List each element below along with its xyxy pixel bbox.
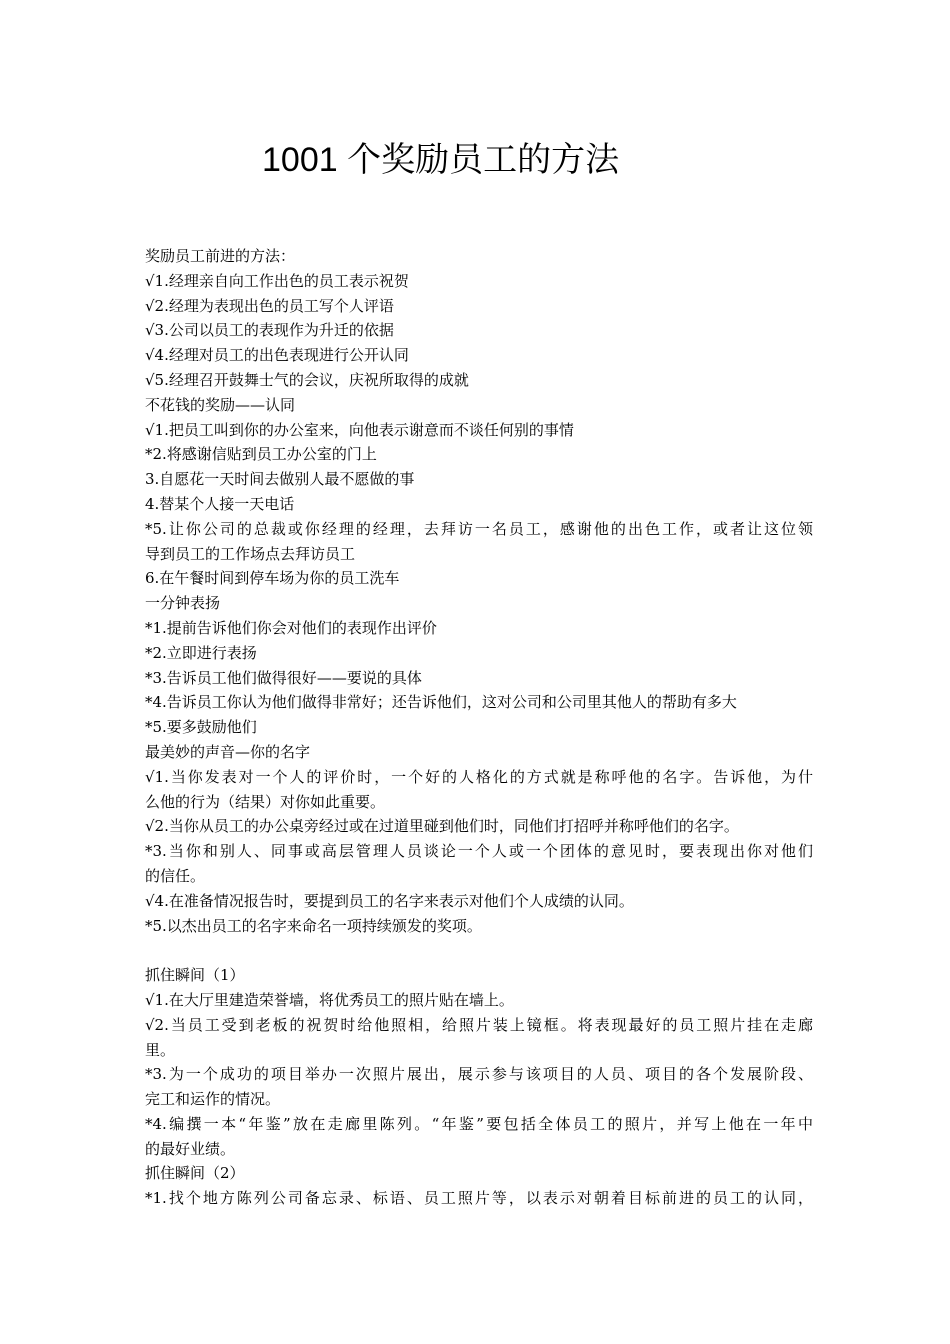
text-line: 3.自愿花一天时间去做别人最不愿做的事 xyxy=(145,470,415,489)
text-line: *3.告诉员工他们做得很好——要说的具体 xyxy=(145,668,422,687)
text-line: 导到员工的工作场点去拜访员工 xyxy=(145,544,356,563)
text-line: 一分钟表扬 xyxy=(145,594,221,613)
text-line: √1.当你发表对一个人的评价时，一个好的人格化的方式就是称呼他的名字。告诉他，为什 xyxy=(145,767,813,786)
text-line: *1.提前告诉他们你会对他们的表现作出评价 xyxy=(145,618,437,637)
text-line: *4.告诉员工你认为他们做得非常好；还告诉他们，这对公司和公司里其他人的帮助有多大 xyxy=(145,693,737,712)
text-line: √2.当你从员工的办公桌旁经过或在过道里碰到他们时，同他们打招呼并称呼他们的名字。 xyxy=(145,817,739,836)
text-line: √1.在大厅里建造荣誉墙，将优秀员工的照片贴在墙上。 xyxy=(145,990,514,1009)
text-line: 完工和运作的情况。 xyxy=(145,1090,281,1109)
text-line: 的信任。 xyxy=(145,866,206,885)
text-line: √2.当员工受到老板的祝贺时给他照相，给照片装上镜框。将表现最好的员工照片挂在走廊 xyxy=(145,1015,813,1034)
text-line: 里。 xyxy=(145,1040,176,1059)
text-line: *2.将感谢信贴到员工办公室的门上 xyxy=(145,445,377,464)
text-line: *2.立即进行表扬 xyxy=(145,643,257,662)
text-line: 抓住瞬间（1） xyxy=(145,966,245,985)
text-line: 么他的行为（结果）对你如此重要。 xyxy=(145,792,386,811)
text-line: 奖励员工前进的方法： xyxy=(145,247,296,265)
text-line: √1.把员工叫到你的办公室来，向他表示谢意而不谈任何别的事情 xyxy=(145,420,574,439)
text-line: 的最好业绩。 xyxy=(145,1139,236,1158)
text-line: √1.经理亲自向工作出色的员工表示祝贺 xyxy=(145,271,409,290)
text-line: √4.在准备情况报告时，要提到员工的名字来表示对他们个人成绩的认同。 xyxy=(145,891,634,910)
blank-line xyxy=(145,938,813,963)
text-line: √2.经理为表现出色的员工写个人评语 xyxy=(145,296,394,315)
text-line: *3.为一个成功的项目举办一次照片展出，展示参与该项目的人员、项目的各个发展阶段、 xyxy=(145,1065,813,1084)
text-line: 抓住瞬间（2） xyxy=(145,1164,245,1183)
document-title: 1001 个奖励员工的方法 xyxy=(262,141,620,179)
text-line: 不花钱的奖励——认同 xyxy=(145,395,296,414)
text-line: 4.替某个人接一天电话 xyxy=(145,494,295,513)
text-line: *5.要多鼓励他们 xyxy=(145,718,257,737)
text-line: 最美妙的声音—你的名字 xyxy=(145,742,311,761)
text-line: *4.编撰一本“年鉴”放在走廊里陈列。“年鉴”要包括全体员工的照片，并写上他在一年中 xyxy=(145,1114,813,1133)
text-line: √4.经理对员工的出色表现进行公开认同 xyxy=(145,346,409,365)
document-body xyxy=(145,244,813,1211)
text-line: √3.公司以员工的表现作为升迁的依据 xyxy=(145,321,394,340)
text-line: √5.经理召开鼓舞士气的会议，庆祝所取得的成就 xyxy=(145,370,469,389)
text-line: *5.让你公司的总裁或你经理的经理，去拜访一名员工，感谢他的出色工作，或者让这位领 xyxy=(145,519,813,538)
text-line: *1.找个地方陈列公司备忘录、标语、员工照片等，以表示对朝着目标前进的员工的认同， xyxy=(145,1189,813,1208)
text-line: *5.以杰出员工的名字来命名一项持续颁发的奖项。 xyxy=(145,916,482,935)
text-line: 6.在午餐时间到停车场为你的员工洗车 xyxy=(145,569,400,588)
text-line: *3.当你和别人、同事或高层管理人员谈论一个人或一个团体的意见时，要表现出你对他们 xyxy=(145,842,813,861)
